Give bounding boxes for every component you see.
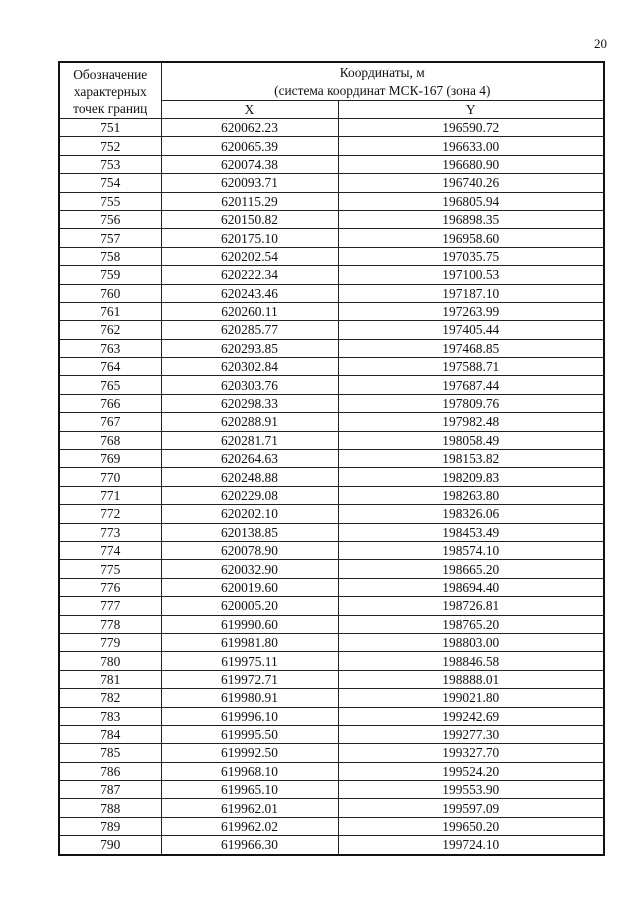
point-number-cell: 755 [59, 192, 161, 210]
table-row [59, 155, 604, 173]
x-coordinate-cell: 620202.10 [161, 505, 338, 523]
table-row [59, 523, 604, 541]
coordinates-header [161, 62, 604, 101]
table-row [59, 707, 604, 725]
x-coordinate-cell: 620302.84 [161, 358, 338, 376]
x-coordinate-cell: 619965.10 [161, 781, 338, 799]
y-coordinate-cell: 198263.80 [338, 486, 604, 504]
x-coordinate-cell: 620150.82 [161, 210, 338, 228]
x-coordinate-cell: 620222.34 [161, 266, 338, 284]
x-coordinate-cell: 620138.85 [161, 523, 338, 541]
point-number-cell: 771 [59, 486, 161, 504]
point-number-cell: 753 [59, 155, 161, 173]
table-row [59, 302, 604, 320]
table-row [59, 376, 604, 394]
y-coordinate-cell: 197405.44 [338, 321, 604, 339]
x-coordinate-cell: 620298.33 [161, 394, 338, 412]
x-coordinate-cell: 620285.77 [161, 321, 338, 339]
y-coordinate-cell: 199242.69 [338, 707, 604, 725]
point-number-cell: 785 [59, 744, 161, 762]
x-coordinate-cell: 619962.01 [161, 799, 338, 817]
y-coordinate-cell: 198326.06 [338, 505, 604, 523]
point-number-cell: 754 [59, 174, 161, 192]
y-coordinate-cell: 197687.44 [338, 376, 604, 394]
point-number-cell: 790 [59, 836, 161, 855]
point-header-line-3: точек границ [73, 101, 148, 116]
table-row [59, 744, 604, 762]
x-coordinate-cell: 620293.85 [161, 339, 338, 357]
table-row [59, 597, 604, 615]
point-number-cell: 765 [59, 376, 161, 394]
point-number-cell: 770 [59, 468, 161, 486]
point-number-cell: 756 [59, 210, 161, 228]
y-coordinate-cell: 199597.09 [338, 799, 604, 817]
table-row [59, 652, 604, 670]
table-row [59, 781, 604, 799]
table-row [59, 468, 604, 486]
point-number-cell: 777 [59, 597, 161, 615]
point-number-cell: 783 [59, 707, 161, 725]
table-row [59, 560, 604, 578]
y-coordinate-cell: 197982.48 [338, 413, 604, 431]
coordinate-system-label: (система координат МСК-167 (зона 4) [274, 83, 491, 98]
y-column-header: Y [338, 101, 604, 119]
page-number: 20 [594, 36, 607, 51]
table-row [59, 358, 604, 376]
x-coordinate-cell: 620229.08 [161, 486, 338, 504]
y-coordinate-cell: 198694.40 [338, 578, 604, 596]
point-number-cell: 766 [59, 394, 161, 412]
point-header-line-1: Обозначение [73, 67, 148, 82]
x-coordinate-cell: 619990.60 [161, 615, 338, 633]
table-row [59, 836, 604, 855]
y-coordinate-cell: 197100.53 [338, 266, 604, 284]
x-coordinate-cell: 620074.38 [161, 155, 338, 173]
y-coordinate-cell: 197187.10 [338, 284, 604, 302]
y-coordinate-cell: 198765.20 [338, 615, 604, 633]
x-coordinate-cell: 620248.88 [161, 468, 338, 486]
x-coordinate-cell: 620005.20 [161, 597, 338, 615]
point-number-cell: 769 [59, 450, 161, 468]
point-number-cell: 773 [59, 523, 161, 541]
x-coordinate-cell: 619996.10 [161, 707, 338, 725]
point-number-cell: 764 [59, 358, 161, 376]
table-row [59, 799, 604, 817]
table-row [59, 174, 604, 192]
point-number-cell: 767 [59, 413, 161, 431]
table-row [59, 541, 604, 559]
table-row [59, 505, 604, 523]
point-number-cell: 752 [59, 137, 161, 155]
table-row [59, 137, 604, 155]
x-coordinate-cell: 620065.39 [161, 137, 338, 155]
table-row [59, 266, 604, 284]
point-number-cell: 763 [59, 339, 161, 357]
x-coordinate-cell: 619966.30 [161, 836, 338, 855]
x-coordinate-cell: 619975.11 [161, 652, 338, 670]
y-coordinate-cell: 196740.26 [338, 174, 604, 192]
table-row [59, 394, 604, 412]
x-column-header: X [161, 101, 338, 119]
table-row [59, 450, 604, 468]
table-row [59, 725, 604, 743]
point-number-cell: 751 [59, 119, 161, 137]
point-number-cell: 759 [59, 266, 161, 284]
x-coordinate-cell: 620243.46 [161, 284, 338, 302]
point-number-cell: 782 [59, 689, 161, 707]
table-row [59, 321, 604, 339]
point-number-cell: 778 [59, 615, 161, 633]
y-coordinate-cell: 199524.20 [338, 762, 604, 780]
point-number-cell: 788 [59, 799, 161, 817]
y-coordinate-cell: 196680.90 [338, 155, 604, 173]
x-coordinate-cell: 620032.90 [161, 560, 338, 578]
table-row [59, 229, 604, 247]
point-number-cell: 781 [59, 670, 161, 688]
y-coordinate-cell: 199724.10 [338, 836, 604, 855]
x-coordinate-cell: 620202.54 [161, 247, 338, 265]
y-coordinate-cell: 197468.85 [338, 339, 604, 357]
point-number-cell: 779 [59, 633, 161, 651]
y-coordinate-cell: 197809.76 [338, 394, 604, 412]
y-coordinate-cell: 199021.80 [338, 689, 604, 707]
table-row [59, 431, 604, 449]
x-coordinate-cell: 619992.50 [161, 744, 338, 762]
table-row [59, 192, 604, 210]
y-coordinate-cell: 196958.60 [338, 229, 604, 247]
y-coordinate-cell: 197035.75 [338, 247, 604, 265]
x-coordinate-cell: 620019.60 [161, 578, 338, 596]
coordinates-title: Координаты, м [339, 65, 425, 80]
table-row [59, 486, 604, 504]
x-coordinate-cell: 620062.23 [161, 119, 338, 137]
y-coordinate-cell: 196805.94 [338, 192, 604, 210]
x-coordinate-cell: 619962.02 [161, 817, 338, 835]
point-number-cell: 758 [59, 247, 161, 265]
point-number-cell: 762 [59, 321, 161, 339]
x-coordinate-cell: 620260.11 [161, 302, 338, 320]
point-number-cell: 768 [59, 431, 161, 449]
table-row [59, 633, 604, 651]
y-coordinate-cell: 199553.90 [338, 781, 604, 799]
table-row [59, 284, 604, 302]
y-coordinate-cell: 196898.35 [338, 210, 604, 228]
table-row [59, 119, 604, 137]
point-number-cell: 786 [59, 762, 161, 780]
y-coordinate-cell: 198153.82 [338, 450, 604, 468]
y-coordinate-cell: 198846.58 [338, 652, 604, 670]
point-number-cell: 776 [59, 578, 161, 596]
point-number-cell: 780 [59, 652, 161, 670]
x-coordinate-cell: 620078.90 [161, 541, 338, 559]
point-number-cell: 772 [59, 505, 161, 523]
table-row [59, 615, 604, 633]
x-coordinate-cell: 620115.29 [161, 192, 338, 210]
table-row [59, 817, 604, 835]
coordinates-table [58, 61, 605, 856]
x-coordinate-cell: 620288.91 [161, 413, 338, 431]
y-coordinate-cell: 198209.83 [338, 468, 604, 486]
table-row [59, 578, 604, 596]
table-row [59, 210, 604, 228]
y-coordinate-cell: 198665.20 [338, 560, 604, 578]
y-coordinate-cell: 199650.20 [338, 817, 604, 835]
point-header-line-2: характерных [73, 84, 147, 99]
y-coordinate-cell: 198803.00 [338, 633, 604, 651]
point-number-cell: 787 [59, 781, 161, 799]
x-coordinate-cell: 619980.91 [161, 689, 338, 707]
x-coordinate-cell: 619995.50 [161, 725, 338, 743]
x-coordinate-cell: 620303.76 [161, 376, 338, 394]
y-coordinate-cell: 196633.00 [338, 137, 604, 155]
point-number-cell: 757 [59, 229, 161, 247]
table-row [59, 339, 604, 357]
x-coordinate-cell: 619972.71 [161, 670, 338, 688]
y-coordinate-cell: 199277.30 [338, 725, 604, 743]
x-coordinate-cell: 620093.71 [161, 174, 338, 192]
point-number-cell: 789 [59, 817, 161, 835]
table-row [59, 762, 604, 780]
point-number-cell: 775 [59, 560, 161, 578]
table-body [59, 119, 604, 855]
x-coordinate-cell: 619968.10 [161, 762, 338, 780]
y-coordinate-cell: 198726.81 [338, 597, 604, 615]
table-row [59, 247, 604, 265]
point-number-cell: 760 [59, 284, 161, 302]
y-coordinate-cell: 198453.49 [338, 523, 604, 541]
y-coordinate-cell: 198888.01 [338, 670, 604, 688]
table-row [59, 689, 604, 707]
table-row [59, 413, 604, 431]
x-coordinate-cell: 620175.10 [161, 229, 338, 247]
table-row [59, 670, 604, 688]
point-number-cell: 784 [59, 725, 161, 743]
x-coordinate-cell: 620264.63 [161, 450, 338, 468]
y-coordinate-cell: 196590.72 [338, 119, 604, 137]
y-coordinate-cell: 197588.71 [338, 358, 604, 376]
y-coordinate-cell: 198058.49 [338, 431, 604, 449]
y-coordinate-cell: 198574.10 [338, 541, 604, 559]
x-coordinate-cell: 620281.71 [161, 431, 338, 449]
x-coordinate-cell: 619981.80 [161, 633, 338, 651]
y-coordinate-cell: 199327.70 [338, 744, 604, 762]
point-designation-header [59, 62, 161, 119]
point-number-cell: 774 [59, 541, 161, 559]
point-number-cell: 761 [59, 302, 161, 320]
y-coordinate-cell: 197263.99 [338, 302, 604, 320]
